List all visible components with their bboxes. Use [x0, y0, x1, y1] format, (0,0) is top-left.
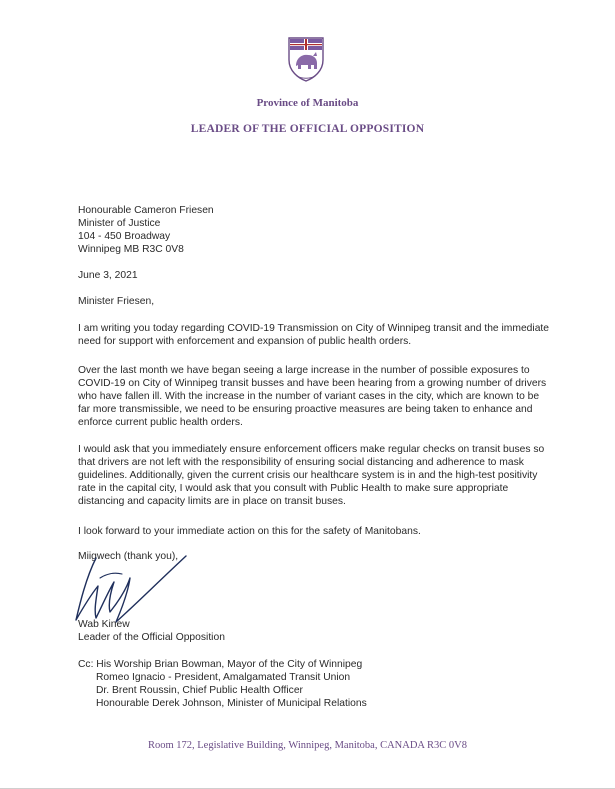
recipient-name: Honourable Cameron Friesen	[78, 205, 214, 216]
paragraph-line: I am writing you today regarding COVID-19 Transmission on City of Winnipeg transit and the immediate	[78, 323, 550, 334]
paragraph-line: far more transmissible, we need to be ensuring proactive measures are being taken to enhance and	[78, 404, 533, 415]
recipient-address	[78, 204, 548, 256]
paragraph-line: who have fallen ill. With the increase in the number of variant cases in the city, which are known to be	[78, 391, 540, 402]
cc-line: Dr. Brent Roussin, Chief Public Health Officer	[96, 685, 303, 696]
paragraph-line: that drivers are not left with the responsibility of ensuring social distancing and adherence to mask	[78, 457, 524, 468]
letter-date: June 3, 2021	[78, 270, 138, 281]
paragraph-line: rate in the capital city, I would ask that you consult with Public Health to make sure appropriate	[78, 483, 509, 494]
salutation: Minister Friesen,	[78, 296, 155, 307]
paragraph-line: need for support with enforcement and expansion of public health orders.	[78, 336, 412, 347]
manitoba-coat-of-arms-icon	[286, 36, 326, 82]
cc-list	[78, 658, 548, 710]
recipient-title: Minister of Justice	[78, 218, 161, 229]
paragraph-line: enforce current public health orders.	[78, 417, 243, 428]
cc-line: Cc: His Worship Brian Bowman, Mayor of the City of Winnipeg	[78, 659, 363, 670]
cc-line: Honourable Derek Johnson, Minister of Municipal Relations	[96, 698, 367, 709]
cc-line: Romeo Ignacio - President, Amalgamated Transit Union	[96, 672, 351, 683]
paragraph-line: COVID-19 on City of Winnipeg transit busses and have been hearing from a growing number of drivers	[78, 378, 547, 389]
paragraph-line: I would ask that you immediately ensure enforcement officers make regular checks on transit buses so	[78, 444, 545, 455]
signer-name: Wab Kinew	[78, 619, 130, 630]
paragraph-4	[78, 525, 548, 538]
signer-title: Leader of the Official Opposition	[78, 632, 225, 643]
signer-block	[78, 618, 548, 644]
paragraph-line: I look forward to your immediate action on this for the safety of Manitobans.	[78, 526, 421, 537]
paragraph-2	[78, 364, 548, 429]
letterhead-province: Province of Manitoba	[256, 97, 359, 109]
paragraph-line: distancing and capacity limits are in place on transit buses.	[78, 496, 346, 507]
paragraph-1	[78, 322, 548, 348]
letterhead-office: LEADER OF THE OFFICIAL OPPOSITION	[190, 123, 425, 135]
recipient-city: Winnipeg MB R3C 0V8	[78, 244, 184, 255]
recipient-street: 104 - 450 Broadway	[78, 231, 171, 242]
paragraph-line: Over the last month we have began seeing a large increase in the number of possible exposures to	[78, 365, 530, 376]
closing: Miigwech (thank you),	[78, 551, 179, 562]
paragraph-line: guidelines. Additionally, given the current crisis our healthcare system is in and the high-test positivity	[78, 470, 538, 481]
handwritten-signature	[56, 548, 216, 628]
paragraph-3	[78, 443, 548, 508]
letterhead-footer-address: Room 172, Legislative Building, Winnipeg, Manitoba, CANADA R3C 0V8	[147, 740, 468, 751]
